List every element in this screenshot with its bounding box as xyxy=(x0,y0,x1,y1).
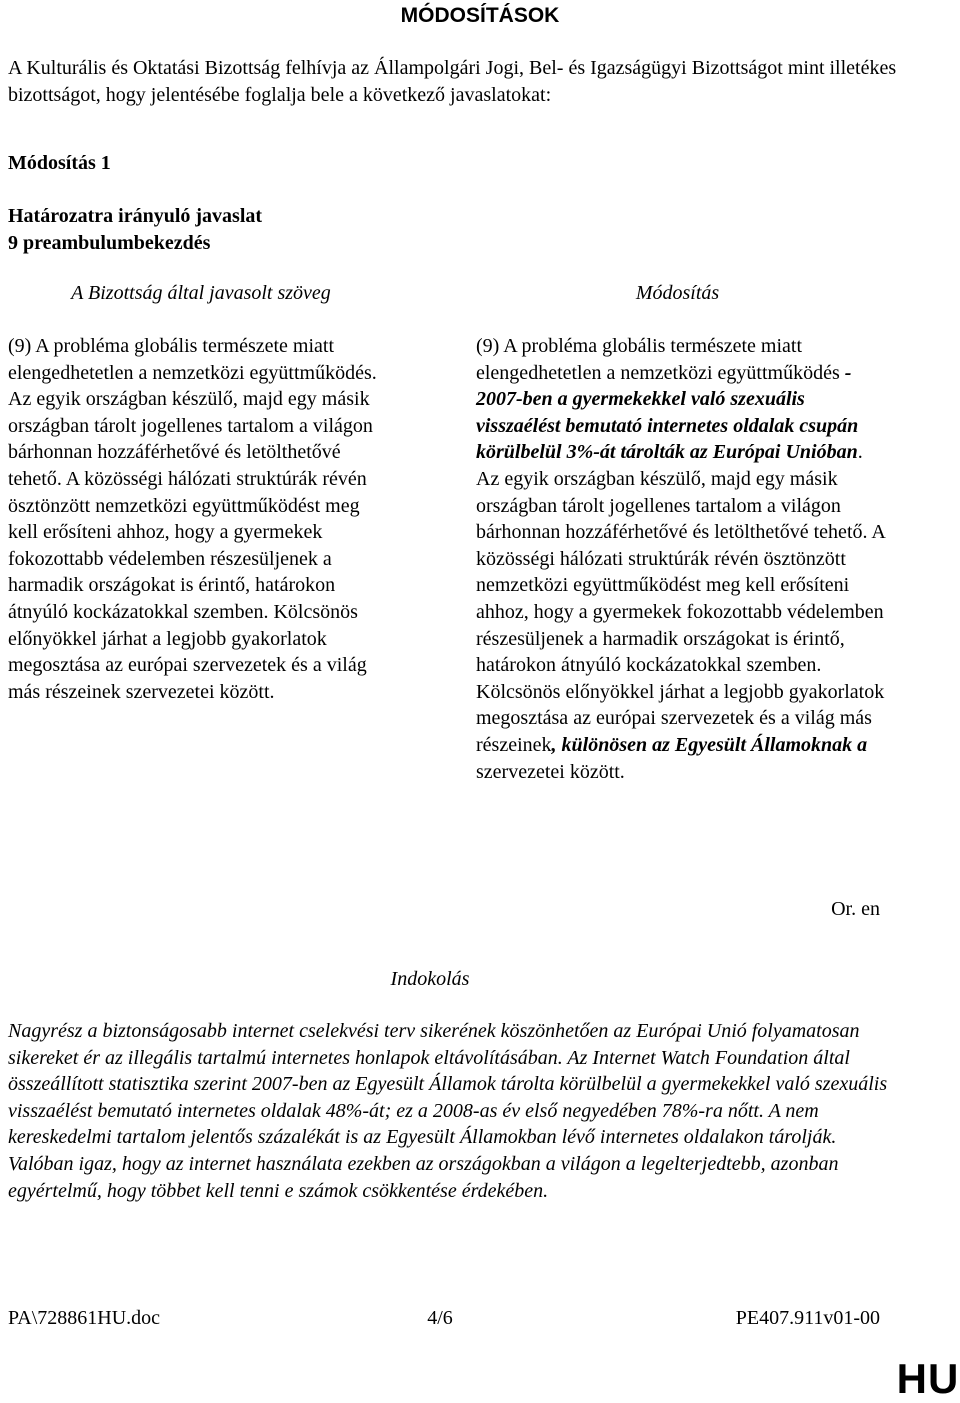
footer-page-number: 4/6 xyxy=(427,1307,453,1329)
amendment-target xyxy=(8,203,262,257)
amended-text-insertion1: - 2007-ben a gyermekekkel való szexuális visszaélést bemutató internetes oldalak csupán körülbelül 3%-át tárolták az Európai Unióban xyxy=(476,361,859,464)
amendment-type-line1: Határozatra irányuló javaslat xyxy=(8,205,263,227)
amendment-number: Módosítás 1 xyxy=(8,152,111,174)
amended-text xyxy=(476,333,886,785)
left-column-heading: A Bizottság által javasolt szöveg xyxy=(71,282,331,304)
footer-code: PE407.911v01-00 xyxy=(735,1307,880,1329)
amended-text-part1: (9) A probléma globális természete miatt elengedhetetlen a nemzetközi együttműködés xyxy=(476,335,840,384)
amended-text-insertion2: , különösen az Egyesült Államoknak a xyxy=(551,733,868,756)
original-text: (9) A probléma globális természete miatt elengedhetetlen a nemzetközi együttműködés. Az egyik országban készülő, majd egy másik országban tárolt jogellenes tartalom a világon bárhonnan hozzáférhetővé és letölthetővé tehető. A közösségi hálózati struktúrák révén ösztönzött nemzetközi együttműködést meg kell erősíteni ahhoz, hogy a gyermekek fokozottabb védelemben részesüljenek a harmadik országokat is érintő, határokon átnyúló kockázatokkal szemben. Kölcsönös előnyökkel járhat a legjobb gyakorlatok megosztása az európai szervezetek és a világ más részeinek szervezetei között. xyxy=(8,335,377,703)
footer-doc-ref: PA\728861HU.doc xyxy=(8,1307,161,1329)
right-column-heading: Módosítás xyxy=(635,282,720,304)
justification-text: Nagyrész a biztonságosabb internet cselekvési terv sikerének köszönhetően az Európai Unió folyamatosan sikereket ér az illegális tartalmú internetes honlapok eltávolításában. Az Internet Watch Foundation által összeállított statisztika szerint 2007-ben az Egyesült Államok tárolta körülbelül a gyermekekkel való szexuális visszaélést bemutató internetes oldalak 48%-át; ez a 2008-as év első negyedében 78%-ra nőtt. A nem kereskedelmi tartalom jelentős százalékát is az Egyesült Államokban lévő internetes oldalakon tárolják. Valóban igaz, hogy az internet használata ezekben az országokban a világon a legelterjedtebb, azonban egyértelmű, hogy többet kell tenni e számok csökkentése érdekében. xyxy=(8,1020,888,1202)
amended-text-part2: . Az egyik országban készülő, majd egy másik országban tárolt jogellenes tartalom a világon bárhonnan hozzáférhetővé és letölthetővé tehető. A közösségi hálózati struktúrák révén ösztönzött nemzetközi együttműködést meg kell erősíteni ahhoz, hogy a gyermekek fokozottabb védelemben részesüljenek a harmadik országokat is érintő, határokon átnyúló kockázatokkal szemben. Kölcsönös előnyökkel járhat a legjobb gyakorlatok megosztása az európai szervezetek és a világ más részeinek xyxy=(476,441,885,756)
justification-heading: Indokolás xyxy=(390,968,470,990)
language-badge: HU xyxy=(896,1355,960,1402)
page-title: MÓDOSÍTÁSOK xyxy=(400,4,560,27)
original-language: Or. en xyxy=(831,898,880,920)
amendment-type-line2: 9 preambulumbekezdés xyxy=(8,232,211,254)
intro-paragraph: A Kulturális és Oktatási Bizottság felhívja az Állampolgári Jogi, Bel- és Igazságügyi Bizottságot mint illetékes bizottságot, hogy jelentésébe foglalja bele a következő javaslatokat: xyxy=(8,57,897,106)
amended-text-part3: szervezetei között. xyxy=(476,760,625,783)
